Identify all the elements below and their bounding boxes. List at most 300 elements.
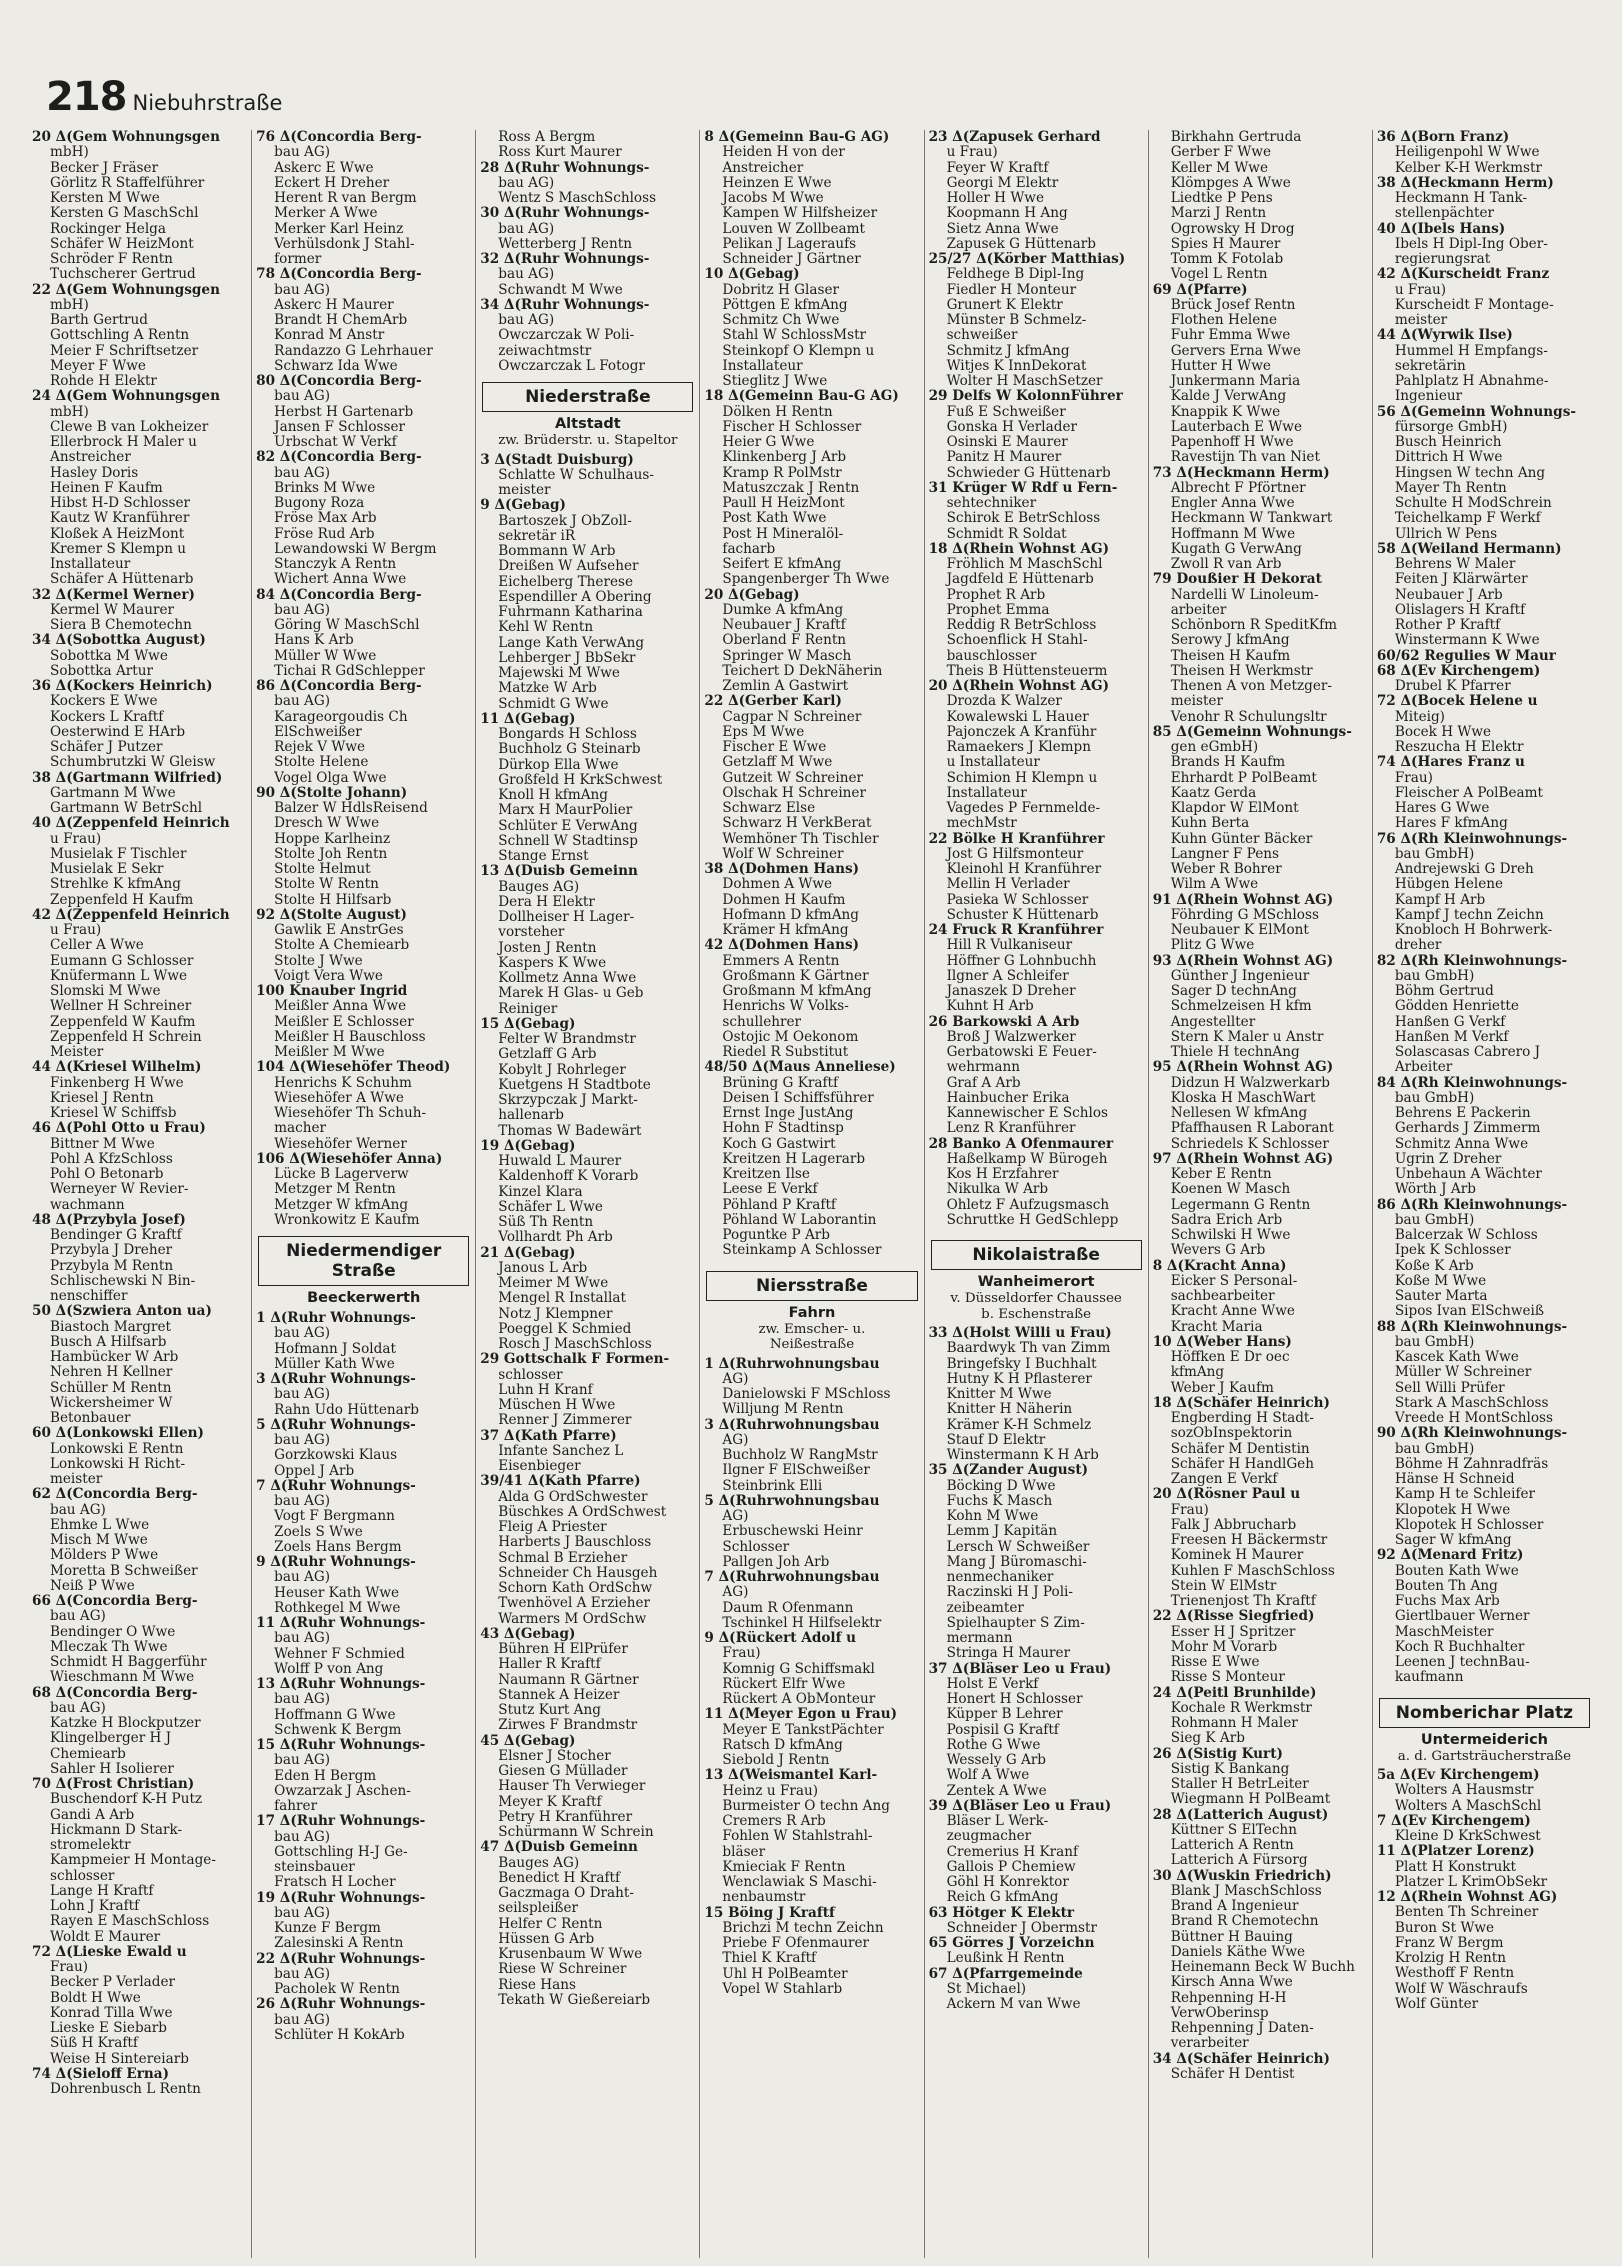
house-number-entry: 70 Δ(Frost Christian) bbox=[32, 1777, 195, 1792]
resident-entry: Thiel K Kraftf bbox=[722, 1951, 817, 1967]
resident-entry: Barth Gertrud bbox=[50, 313, 148, 328]
resident-entry: Flothen Helene bbox=[1170, 313, 1278, 328]
resident-entry: Gerbatowski E Feuer- bbox=[946, 1045, 1097, 1060]
resident-entry: Schüller M Rentn bbox=[50, 1380, 172, 1396]
resident-entry: Theisen H Kaufm bbox=[1170, 648, 1291, 664]
directory-column bbox=[924, 130, 1148, 2258]
resident-entry: Tichai R GdSchlepper bbox=[274, 663, 425, 679]
entry-continuation: vorsteher bbox=[498, 925, 565, 941]
spacer bbox=[1377, 1686, 1592, 1690]
directory-column bbox=[475, 130, 699, 2258]
resident-entry: Meißler Anna Wwe bbox=[274, 999, 407, 1015]
entry-continuation: bau GmbH) bbox=[1394, 1441, 1475, 1457]
resident-entry: Reszucha H Elektr bbox=[1394, 740, 1524, 755]
resident-entry: Kaldenhoff K Vorarb bbox=[498, 1169, 639, 1185]
house-number-entry: 38 Δ(Dohmen Hans) bbox=[704, 862, 860, 877]
resident-entry: Pacholek W Rentn bbox=[274, 1982, 400, 1997]
entry-continuation: u Frau) bbox=[50, 831, 102, 847]
resident-entry: Kirsch Anna Wwe bbox=[1170, 1975, 1293, 1991]
resident-entry: Schimion H Klempn u bbox=[946, 770, 1098, 786]
entry-continuation: seilspleißer bbox=[498, 1901, 579, 1917]
resident-entry: Platzer L KrimObSekr bbox=[1394, 1874, 1548, 1890]
resident-entry: Wenclawiak S Maschi- bbox=[722, 1875, 877, 1890]
resident-entry: Skrzypczak J Markt- bbox=[498, 1093, 638, 1108]
street-heading: Niederstraße bbox=[482, 382, 693, 412]
resident-entry: Getzlaff M Wwe bbox=[722, 755, 833, 771]
entry-continuation: bau AG) bbox=[274, 1631, 331, 1647]
entry-continuation: stellenpächter bbox=[1394, 206, 1495, 222]
resident-entry: Schmidt R Soldat bbox=[946, 526, 1067, 542]
resident-entry: Mellin H Verlader bbox=[946, 877, 1070, 893]
resident-entry: Papenhoff H Wwe bbox=[1170, 435, 1294, 450]
resident-entry: Benten Th Schreiner bbox=[1394, 1905, 1539, 1921]
resident-entry: Busch A Hilfsarb bbox=[50, 1334, 167, 1350]
resident-entry: Behrens E Packerin bbox=[1394, 1106, 1531, 1121]
district-heading: Beeckerwerth bbox=[307, 1290, 421, 1306]
resident-entry: Spangenberger Th Wwe bbox=[722, 572, 890, 588]
house-number-entry: 10 Δ(Weber Hans) bbox=[1152, 1334, 1292, 1350]
house-number-entry: 92 Δ(Menard Fritz) bbox=[1376, 1548, 1524, 1564]
resident-entry: Dittrich H Wwe bbox=[1394, 450, 1503, 466]
resident-entry: Renner J Zimmerer bbox=[498, 1413, 632, 1429]
entry-continuation: Meister bbox=[50, 1045, 104, 1060]
resident-entry: Ratsch D kfmAng bbox=[722, 1737, 843, 1753]
house-number-entry: 79 Doußier H Dekorat bbox=[1152, 572, 1322, 588]
entry-continuation: zeugmacher bbox=[946, 1829, 1032, 1845]
house-number-entry: 90 Δ(Stolte Johann) bbox=[256, 785, 408, 801]
resident-entry: Ramaekers J Klempn bbox=[946, 740, 1091, 755]
resident-entry: Askerc H Maurer bbox=[274, 297, 394, 313]
resident-entry: Wiesehöfer Th Schuh- bbox=[274, 1106, 427, 1121]
resident-entry: Schäfer H Dentist bbox=[1170, 2066, 1295, 2082]
resident-entry: Drozda K Walzer bbox=[946, 694, 1062, 710]
resident-entry: Pelikan J Lageraufs bbox=[722, 236, 857, 252]
house-number-entry: 72 Δ(Lieske Ewald u bbox=[32, 1944, 187, 1960]
resident-entry: Knüfermann L Wwe bbox=[50, 968, 188, 984]
resident-entry: Springer W Masch bbox=[722, 648, 852, 664]
resident-entry: Janaszek D Dreher bbox=[946, 984, 1076, 999]
house-number-entry: 62 Δ(Concordia Berg- bbox=[32, 1487, 198, 1503]
resident-entry: Hofmann D kfmAng bbox=[722, 907, 859, 923]
resident-entry: Hainbucher Erika bbox=[946, 1090, 1070, 1106]
resident-entry: Schumbrutzki W Gleisw bbox=[50, 755, 216, 771]
resident-entry: Küpper B Lehrer bbox=[946, 1707, 1063, 1723]
house-number-entry: 26 Δ(Sistig Kurt) bbox=[1152, 1746, 1283, 1762]
house-number-entry: 37 Δ(Kath Pfarre) bbox=[480, 1428, 617, 1444]
resident-entry: Meimer M Wwe bbox=[498, 1276, 609, 1291]
resident-entry: Hutter H Wwe bbox=[1170, 358, 1271, 374]
resident-entry: Schneider J Gärtner bbox=[722, 252, 861, 267]
entry-continuation: Ingenieur bbox=[1394, 389, 1463, 405]
entry-continuation: ElSchweißer bbox=[274, 724, 362, 740]
entry-continuation: bau AG) bbox=[274, 1433, 331, 1448]
resident-entry: Großmann M kfmAng bbox=[722, 984, 872, 999]
resident-entry: Prophet R Arb bbox=[946, 587, 1046, 603]
page-number: 218 bbox=[46, 74, 127, 120]
resident-entry: Krämer K-H Schmelz bbox=[946, 1417, 1092, 1433]
resident-entry: Dera H Elektr bbox=[498, 894, 595, 910]
resident-entry: Nehren H Kellner bbox=[50, 1365, 173, 1381]
resident-entry: Ibels H Dipl-Ing Ober- bbox=[1394, 236, 1548, 252]
resident-entry: Drubel K Pfarrer bbox=[1394, 679, 1511, 694]
entry-continuation: u Installateur bbox=[946, 755, 1040, 771]
resident-entry: Merker A Wwe bbox=[274, 206, 378, 222]
resident-entry: Fiedler H Monteur bbox=[946, 282, 1077, 298]
page-header bbox=[46, 74, 282, 120]
resident-entry: Jost G Hilfsmonteur bbox=[946, 846, 1084, 862]
house-number-entry: 15 Δ(Ruhr Wohnungs- bbox=[256, 1738, 426, 1753]
resident-entry: Blank J MaschSchloss bbox=[1170, 1883, 1322, 1899]
resident-entry: Georgi M Elektr bbox=[946, 175, 1059, 191]
resident-entry: Henrichs W Volks- bbox=[722, 999, 849, 1015]
directory-column bbox=[699, 130, 923, 2258]
house-number-entry: 40 Δ(Ibels Hans) bbox=[1376, 221, 1506, 237]
entry-continuation: Eisenbieger bbox=[498, 1459, 581, 1474]
entry-continuation: verarbeiter bbox=[1170, 2036, 1249, 2052]
resident-entry: Kleinohl H Kranführer bbox=[946, 862, 1102, 877]
resident-entry: Olislagers H Kraftf bbox=[1394, 602, 1526, 618]
entry-continuation: Frau) bbox=[1170, 1502, 1209, 1518]
resident-entry: Staller H BetrLeiter bbox=[1170, 1777, 1309, 1792]
resident-entry: Buschendorf K-H Putz bbox=[50, 1792, 203, 1808]
street-location-note: v. Düsseldorfer Chaussee bbox=[950, 1291, 1122, 1306]
entry-continuation: schullehrer bbox=[722, 1014, 802, 1030]
resident-entry: Gallois P Chemiew bbox=[946, 1859, 1076, 1875]
house-number-entry: 5 Δ(Ruhr Wohnungs- bbox=[256, 1417, 416, 1433]
district-heading: Untermeiderich bbox=[1420, 1731, 1548, 1748]
resident-entry: Schmelzeisen H kfm bbox=[1170, 999, 1312, 1015]
resident-entry: Meyer F Wwe bbox=[50, 358, 146, 374]
resident-entry: Lange Kath VerwAng bbox=[498, 635, 645, 651]
entry-continuation: sachbearbeiter bbox=[1170, 1289, 1275, 1304]
resident-entry: Stern K Maler u Anstr bbox=[1170, 1029, 1324, 1045]
resident-entry: Dresch W Wwe bbox=[274, 816, 380, 832]
entry-continuation: bau AG) bbox=[274, 2012, 331, 2028]
resident-entry: Thiele H technAng bbox=[1170, 1045, 1300, 1060]
resident-entry: Schwarz Ida Wwe bbox=[274, 358, 398, 374]
resident-entry: Wichert Anna Wwe bbox=[274, 572, 407, 588]
resident-entry: Kunze F Bergm bbox=[274, 1921, 381, 1936]
resident-entry: Kehl W Rentn bbox=[498, 620, 594, 636]
resident-entry: Winstermann K Wwe bbox=[1394, 633, 1540, 649]
resident-entry: Brands H Kaufm bbox=[1170, 755, 1286, 771]
resident-entry: Randazzo G Lehrhauer bbox=[274, 343, 433, 359]
resident-entry: Poguntke P Arb bbox=[722, 1228, 830, 1243]
resident-entry: Komnig G Schiffsmakl bbox=[722, 1661, 875, 1677]
house-number-entry: 92 Δ(Stolte August) bbox=[256, 907, 407, 923]
house-number-entry: 20 Δ(Gebag) bbox=[704, 587, 800, 603]
resident-entry: Meißler E Schlosser bbox=[274, 1014, 414, 1030]
resident-entry: Schmal B Erzieher bbox=[498, 1550, 628, 1566]
resident-entry: Herbst H Gartenarb bbox=[274, 404, 414, 420]
house-number-entry: 29 Delfs W KolonnFührer bbox=[928, 389, 1123, 405]
resident-entry: Kramp R PolMstr bbox=[722, 465, 842, 481]
resident-entry: Rückert A ObMonteur bbox=[722, 1692, 876, 1707]
resident-entry: Schwarz Else bbox=[722, 801, 816, 816]
resident-entry: Feldhege B Dipl-Ing bbox=[946, 267, 1085, 283]
resident-entry: Misch M Wwe bbox=[50, 1533, 148, 1548]
resident-entry: Sistig K Bankang bbox=[1170, 1761, 1290, 1777]
resident-entry: Serowy J kfmAng bbox=[1170, 633, 1290, 649]
resident-entry: Espendiller A Obering bbox=[498, 589, 652, 605]
resident-entry: Engler Anna Wwe bbox=[1170, 496, 1295, 511]
resident-entry: Fuhrmann Katharina bbox=[498, 605, 643, 620]
resident-entry: Hanßen M Verkf bbox=[1394, 1029, 1509, 1045]
entry-continuation: kaufmann bbox=[1394, 1670, 1464, 1686]
resident-entry: Wieschmann M Wwe bbox=[50, 1670, 195, 1686]
entry-continuation: macher bbox=[274, 1121, 327, 1137]
street-location-note: zw. Brüderstr. u. Stapeltor bbox=[498, 433, 678, 448]
resident-entry: Raczinski H J Poli- bbox=[946, 1585, 1073, 1601]
resident-entry: Brandt H ChemArb bbox=[274, 313, 408, 328]
resident-entry: Ilgner F ElSchweißer bbox=[722, 1463, 870, 1479]
resident-entry: Eps M Wwe bbox=[722, 724, 805, 740]
resident-entry: Lange H Kraftf bbox=[50, 1883, 154, 1899]
resident-entry: Tuchscherer Gertrud bbox=[50, 267, 196, 283]
resident-entry: Honert H Schlosser bbox=[946, 1692, 1083, 1707]
resident-entry: Becker J Fräser bbox=[50, 160, 159, 176]
entry-continuation: bau AG) bbox=[50, 1609, 106, 1625]
resident-entry: Krolzig H Rentn bbox=[1394, 1951, 1506, 1966]
resident-entry: Lenz R Kranführer bbox=[946, 1121, 1076, 1137]
resident-entry: Plitz G Wwe bbox=[1170, 938, 1255, 954]
resident-entry: Wehner F Schmied bbox=[274, 1646, 405, 1662]
entry-continuation: meister bbox=[1394, 313, 1448, 328]
resident-entry: Schürmann W Schrein bbox=[498, 1825, 654, 1840]
resident-entry: Fleischer A PolBeamt bbox=[1394, 785, 1543, 801]
resident-entry: Post H Mineralöl- bbox=[722, 526, 844, 542]
resident-entry: Sieg K Arb bbox=[1170, 1731, 1245, 1747]
resident-entry: Priebe F Ofenmaurer bbox=[722, 1936, 870, 1951]
resident-entry: Bongards H Schloss bbox=[498, 727, 637, 742]
resident-entry: Daniels Käthe Wwe bbox=[1170, 1944, 1305, 1960]
resident-entry: Dreißen W Aufseher bbox=[498, 559, 639, 575]
resident-entry: Harberts J Bauschloss bbox=[498, 1535, 652, 1551]
resident-entry: Lieske E Siebarb bbox=[50, 2021, 167, 2036]
resident-entry: Huwald L Maurer bbox=[498, 1154, 622, 1169]
entry-continuation: mbH) bbox=[50, 404, 89, 420]
house-number-entry: 15 Δ(Gebag) bbox=[480, 1016, 576, 1032]
resident-entry: Zeppenfeld H Schrein bbox=[50, 1029, 202, 1045]
resident-entry: Kurscheidt F Montage- bbox=[1394, 297, 1554, 313]
resident-entry: Ross A Bergm bbox=[498, 130, 596, 145]
resident-entry: Müller W Wwe bbox=[274, 648, 377, 664]
resident-entry: Seifert E kfmAng bbox=[722, 557, 842, 572]
resident-entry: Schorn Kath OrdSchw bbox=[498, 1581, 653, 1596]
resident-entry: Vogel Olga Wwe bbox=[274, 770, 387, 786]
entry-continuation: Arbeiter bbox=[1394, 1060, 1453, 1076]
resident-entry: Ackern M van Wwe bbox=[946, 1997, 1081, 2012]
house-number-entry: 26 Barkowski A Arb bbox=[928, 1014, 1080, 1030]
resident-entry: Jacobs M Wwe bbox=[722, 191, 824, 206]
resident-entry: Heiligenpohl W Wwe bbox=[1394, 145, 1540, 161]
resident-entry: Böhm Gertrud bbox=[1394, 984, 1494, 999]
house-number-entry: 5a Δ(Ev Kirchengem) bbox=[1376, 1768, 1540, 1783]
resident-entry: Schwarz H VerkBerat bbox=[722, 816, 872, 832]
entry-continuation: Frau) bbox=[1394, 770, 1433, 786]
house-number-entry: 73 Δ(Heckmann Herm) bbox=[1152, 465, 1330, 481]
resident-entry: Spies H Maurer bbox=[1170, 236, 1281, 252]
resident-entry: Ross Kurt Maurer bbox=[498, 145, 622, 161]
resident-entry: Zangen E Verkf bbox=[1170, 1472, 1278, 1487]
resident-entry: Wevers G Arb bbox=[1170, 1243, 1266, 1259]
resident-entry: Heier G Wwe bbox=[722, 435, 815, 450]
resident-entry: Stahl W SchlossMstr bbox=[722, 328, 867, 344]
resident-entry: Westhoff F Rentn bbox=[1394, 1966, 1515, 1982]
resident-entry: Schmitz Ch Wwe bbox=[722, 313, 840, 328]
house-number-entry: 48 Δ(Przybyla Josef) bbox=[32, 1212, 186, 1228]
resident-entry: Emmers A Rentn bbox=[722, 953, 840, 969]
resident-entry: Merker Karl Heinz bbox=[274, 221, 404, 237]
resident-entry: Platt H Konstrukt bbox=[1394, 1859, 1516, 1875]
resident-entry: Steinbrink Elli bbox=[722, 1478, 823, 1494]
entry-continuation: Miteig) bbox=[1394, 709, 1445, 725]
resident-entry: Knobloch H Bohrwerk- bbox=[1394, 923, 1553, 938]
resident-entry: Metzger W kfmAng bbox=[274, 1197, 409, 1213]
resident-entry: Meißler M Wwe bbox=[274, 1045, 385, 1060]
house-number-entry: 93 Δ(Rhein Wohnst AG) bbox=[1152, 953, 1334, 969]
resident-entry: Wiegmann H PolBeamt bbox=[1170, 1792, 1331, 1808]
resident-entry: Hänse H Schneid bbox=[1394, 1472, 1515, 1487]
house-number-entry: 19 Δ(Ruhr Wohnungs- bbox=[256, 1890, 426, 1906]
resident-entry: Pohl O Betonarb bbox=[50, 1167, 164, 1182]
house-number-entry: 44 Δ(Wyrwik Ilse) bbox=[1376, 328, 1513, 344]
resident-entry: Eckert H Dreher bbox=[274, 175, 390, 191]
resident-entry: Teichert D DekNäherin bbox=[722, 663, 883, 679]
resident-entry: Neubauer J Kraftf bbox=[722, 618, 846, 633]
house-number-entry: 34 Δ(Sobottka August) bbox=[32, 633, 206, 649]
resident-entry: Notz J Klempner bbox=[498, 1306, 613, 1322]
entry-continuation: Angestellter bbox=[1170, 1014, 1256, 1030]
resident-entry: Oesterwind E HArb bbox=[50, 724, 186, 740]
resident-entry: Wolf Günter bbox=[1394, 1996, 1479, 2012]
resident-entry: Höffner G Lohnbuchh bbox=[946, 953, 1097, 969]
street-heading: Nomberichar Platz bbox=[1379, 1698, 1590, 1728]
resident-entry: Neiß P Wwe bbox=[50, 1578, 135, 1594]
resident-entry: Giesen G Müllader bbox=[498, 1764, 628, 1779]
house-number-entry: 43 Δ(Gebag) bbox=[480, 1626, 576, 1642]
resident-entry: Legermann G Rentn bbox=[1170, 1197, 1311, 1213]
entry-continuation: Anstreicher bbox=[50, 450, 131, 466]
house-number-entry: 48/50 Δ(Maus Anneliese) bbox=[704, 1060, 896, 1076]
house-number-entry: 13 Δ(Ruhr Wohnungs- bbox=[256, 1677, 426, 1692]
resident-entry: Schäfer L Wwe bbox=[498, 1199, 603, 1215]
resident-entry: Klingelberger H J bbox=[50, 1731, 172, 1747]
resident-entry: Kascek Kath Wwe bbox=[1394, 1350, 1519, 1365]
resident-entry: Kuhnt H Arb bbox=[946, 999, 1034, 1015]
resident-entry: Pöhland W Laborantin bbox=[722, 1212, 877, 1228]
street-location-note: zw. Emscher- u. bbox=[758, 1321, 866, 1337]
entry-continuation: hallenarb bbox=[498, 1108, 564, 1124]
house-number-entry: 65 Görres J Vorzeichn bbox=[928, 1936, 1095, 1951]
resident-entry: Kaatz Gerda bbox=[1170, 785, 1257, 801]
resident-entry: Brichzi M techn Zeichn bbox=[722, 1920, 884, 1936]
resident-entry: Andrejewski G Dreh bbox=[1394, 862, 1534, 877]
resident-entry: Josten J Rentn bbox=[498, 940, 597, 956]
resident-entry: Cremerius H Kranf bbox=[946, 1844, 1079, 1860]
entry-continuation: schweißer bbox=[946, 328, 1018, 344]
house-number-entry: 12 Δ(Rhein Wohnst AG) bbox=[1376, 1890, 1558, 1905]
resident-entry: Panitz H Maurer bbox=[946, 450, 1062, 466]
entry-continuation: fahrer bbox=[274, 1799, 318, 1814]
resident-entry: Knitter M Wwe bbox=[946, 1387, 1052, 1402]
resident-entry: Fohlen W Stahlstrahl- bbox=[722, 1829, 873, 1845]
resident-entry: Fröhlich M MaschSchl bbox=[946, 557, 1103, 572]
resident-entry: Wolff P von Ang bbox=[274, 1661, 384, 1677]
resident-entry: Kreitzen H Lagerarb bbox=[722, 1151, 866, 1167]
resident-entry: Lehberger J BbSekr bbox=[498, 650, 636, 666]
resident-entry: Ehmke L Wwe bbox=[50, 1517, 150, 1533]
resident-entry: Finkenberg H Wwe bbox=[50, 1075, 184, 1091]
resident-entry: Bouten Kath Wwe bbox=[1394, 1563, 1519, 1579]
resident-entry: Petry H Kranführer bbox=[498, 1809, 633, 1825]
resident-entry: Hambücker W Arb bbox=[50, 1350, 179, 1365]
house-number-entry: 34 Δ(Ruhr Wohnungs- bbox=[480, 297, 650, 313]
resident-entry: Kuhn Günter Bäcker bbox=[1170, 831, 1313, 847]
resident-entry: Schlüter H KokArb bbox=[274, 2027, 405, 2043]
house-number-entry: 76 Δ(Rh Kleinwohnungs- bbox=[1376, 831, 1568, 847]
resident-entry: Heinen F Kaufm bbox=[50, 480, 163, 496]
resident-entry: Lonkowski E Rentn bbox=[50, 1441, 184, 1457]
resident-entry: Hauser Th Verwieger bbox=[498, 1779, 646, 1795]
entry-continuation: Bauges AG) bbox=[498, 1855, 580, 1871]
resident-entry: Helfer C Rentn bbox=[498, 1916, 603, 1932]
resident-entry: Pöttgen E kfmAng bbox=[722, 297, 848, 313]
resident-entry: Alda G OrdSchwester bbox=[498, 1489, 648, 1505]
entry-continuation: steinsbauer bbox=[274, 1860, 355, 1875]
entry-continuation: meister bbox=[50, 1472, 103, 1487]
resident-entry: Buron St Wwe bbox=[1394, 1920, 1495, 1936]
resident-entry: Getzlaff G Arb bbox=[498, 1047, 597, 1063]
house-number-entry: 84 Δ(Concordia Berg- bbox=[256, 587, 422, 603]
entry-continuation: nenschiffer bbox=[50, 1289, 128, 1304]
entry-continuation: u Frau) bbox=[1394, 282, 1447, 298]
resident-entry: Stolte Helene bbox=[274, 755, 369, 771]
resident-entry: Knoll H kfmAng bbox=[498, 788, 609, 803]
resident-entry: Hoppe Karlheinz bbox=[274, 831, 391, 847]
house-number-entry: 32 Δ(Kermel Werner) bbox=[32, 587, 195, 603]
house-number-entry: 26 Δ(Ruhr Wohnungs- bbox=[256, 1997, 426, 2013]
resident-entry: Wiesehöfer A Wwe bbox=[274, 1090, 404, 1106]
resident-entry: Wolf W Wäschraufs bbox=[1394, 1981, 1528, 1997]
resident-entry: Koße K Arb bbox=[1394, 1258, 1474, 1274]
house-number-entry: 3 Δ(Ruhrwohnungsbau bbox=[704, 1417, 880, 1433]
house-number-entry: 44 Δ(Kriesel Wilhelm) bbox=[32, 1060, 202, 1076]
resident-entry: Günther J Ingenieur bbox=[1170, 968, 1310, 984]
resident-entry: Leenen J technBau- bbox=[1394, 1655, 1530, 1670]
resident-entry: Kugath G VerwAng bbox=[1170, 541, 1302, 557]
house-number-entry: 23 Δ(Zapusek Gerhard bbox=[928, 130, 1101, 145]
house-number-entry: 42 Δ(Kurscheidt Franz bbox=[1376, 267, 1550, 283]
resident-entry: Dölken H Rentn bbox=[722, 404, 833, 420]
resident-entry: Mang J Büromaschi- bbox=[946, 1554, 1087, 1570]
resident-entry: Gartmann W BetrSchl bbox=[50, 801, 203, 816]
house-number-entry: 76 Δ(Concordia Berg- bbox=[256, 130, 422, 145]
resident-entry: Müller W Schreiner bbox=[1394, 1365, 1532, 1381]
entry-continuation: wachmann bbox=[50, 1197, 125, 1213]
resident-entry: Gonska H Verlader bbox=[946, 419, 1077, 435]
resident-entry: Zoels S Wwe bbox=[274, 1524, 363, 1540]
house-number-entry: 11 Δ(Platzer Lorenz) bbox=[1376, 1844, 1535, 1860]
resident-entry: Schäfer H HandlGeh bbox=[1170, 1456, 1314, 1472]
entry-continuation: AG) bbox=[722, 1371, 749, 1387]
resident-entry: Vagedes P Fernmelde- bbox=[946, 801, 1101, 816]
resident-entry: Riese W Schreiner bbox=[498, 1962, 627, 1978]
entry-continuation: fürsorge GmbH) bbox=[1394, 419, 1508, 435]
resident-entry: Karageorgoudis Ch bbox=[274, 709, 408, 725]
resident-entry: Franz W Bergm bbox=[1394, 1935, 1504, 1951]
street-location-note: a. d. Gartsträucherstraße bbox=[1397, 1748, 1572, 1764]
